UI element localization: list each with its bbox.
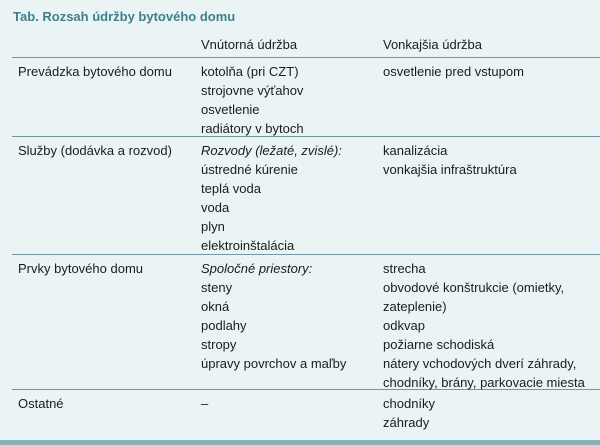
outer-list: [383, 141, 517, 179]
list-item: –: [201, 396, 209, 411]
bottom-border: [0, 440, 600, 445]
row-label: Prvky bytového domu: [18, 261, 144, 276]
list-item: chodníky, brány, parkovacie miesta: [383, 375, 585, 390]
list-item: vonkajšia infraštruktúra: [383, 162, 517, 177]
list-item: teplá voda: [201, 181, 261, 196]
list-item: steny: [201, 280, 233, 295]
list-item: voda: [201, 200, 230, 215]
list-item: podlahy: [201, 318, 247, 333]
row-label: Služby (dodávka a rozvod): [18, 143, 172, 158]
header-divider: [12, 57, 600, 58]
row-label: Ostatné: [18, 396, 64, 411]
list-item: záhrady: [383, 415, 430, 430]
list-item: chodníky: [383, 396, 436, 411]
list-item: okná: [201, 299, 230, 314]
list-item: plyn: [201, 219, 225, 234]
list-item: stropy: [201, 337, 237, 352]
list-item: obvodové konštrukcie (omietky,: [383, 280, 565, 295]
outer-list: [383, 259, 585, 392]
list-item: ústredné kúrenie: [201, 162, 298, 177]
list-item: elektroinštalácia: [201, 238, 295, 253]
inner-list: [201, 394, 208, 413]
table-title: Tab. Rozsah údržby bytového domu: [13, 9, 236, 24]
list-item: nátery vchodových dverí záhrady,: [383, 356, 577, 371]
list-item: odkvap: [383, 318, 425, 333]
inner-list: [201, 62, 304, 138]
list-item: osvetlenie pred vstupom: [383, 64, 524, 79]
list-heading: Spoločné priestory:: [201, 261, 313, 276]
list-item: kanalizácia: [383, 143, 448, 158]
list-item: radiátory v bytoch: [201, 121, 304, 136]
header-outer-maintenance: Vonkajšia údržba: [383, 37, 483, 52]
outer-list: [383, 62, 524, 81]
list-item: osvetlenie: [201, 102, 260, 117]
list-item: strojovne výťahov: [201, 83, 304, 98]
inner-list: [201, 259, 346, 373]
row-label: Prevádzka bytového domu: [18, 64, 172, 79]
outer-list: [383, 394, 435, 432]
list-item: požiarne schodiská: [383, 337, 495, 352]
list-item: kotolňa (pri CZT): [201, 64, 299, 79]
list-item: zateplenie): [383, 299, 447, 314]
row-divider: [12, 136, 600, 137]
list-item: úpravy povrchov a maľby: [201, 356, 347, 371]
inner-list: [201, 141, 342, 255]
header-inner-maintenance: Vnútorná údržba: [201, 37, 298, 52]
list-item: strecha: [383, 261, 426, 276]
list-heading: Rozvody (ležaté, zvislé):: [201, 143, 342, 158]
